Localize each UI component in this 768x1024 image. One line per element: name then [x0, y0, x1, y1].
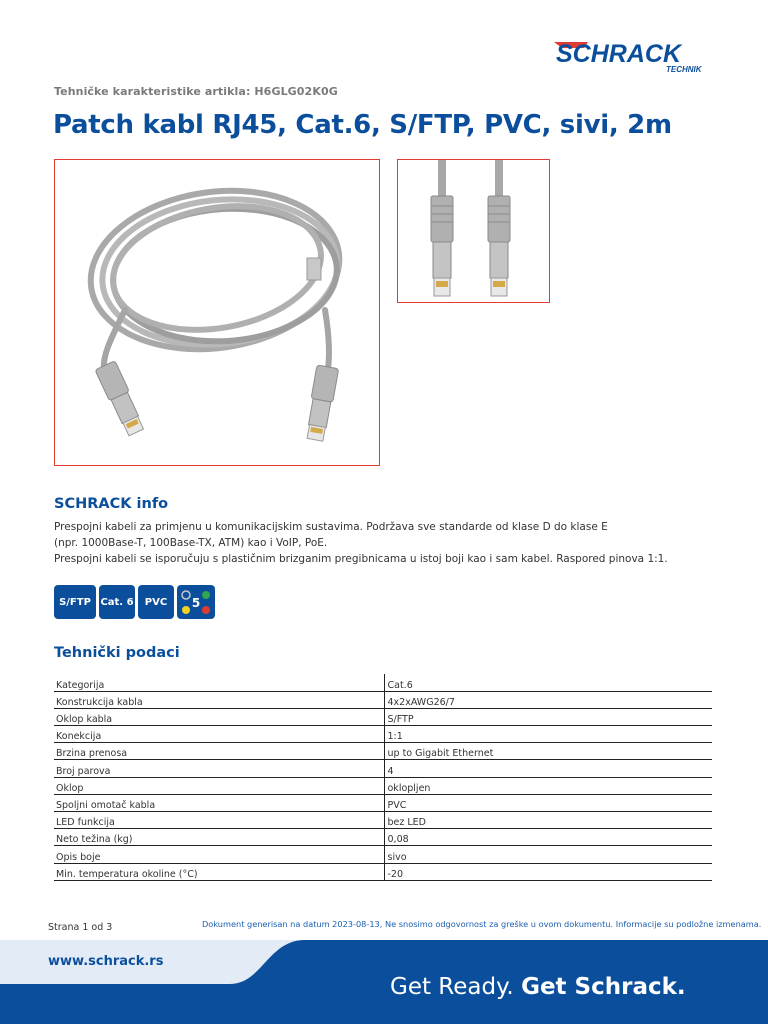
info-line: Prespojni kabeli se isporučuju s plastičnim brizganim pregibnicama u istoj boji kao i sam kabel. Raspored pinova 1:1.	[54, 553, 668, 565]
disclaimer: Dokument generisan na datum 2023-08-13, Ne snosimo odgovornost za greške u ovom dokumentu. Informacije su podložne izmenama.	[202, 919, 762, 929]
info-heading: SCHRACK info	[54, 496, 169, 512]
tagline-bold: Get Schrack.	[521, 974, 686, 1000]
logo-wordmark: SCHRACK	[556, 40, 681, 68]
tagline	[390, 974, 686, 1000]
led-badge	[177, 585, 215, 619]
spec-value: oklopljen	[384, 777, 712, 794]
spec-value: 4	[384, 760, 712, 777]
spec-value: 1:1	[384, 726, 712, 743]
table-row	[54, 743, 712, 760]
spec-value: Cat.6	[384, 674, 712, 691]
shield-badge: S/FTP	[54, 585, 96, 619]
spec-value: sivo	[384, 846, 712, 863]
spec-label: Brzina prenosa	[54, 743, 384, 760]
led-colors-icon	[177, 585, 215, 619]
article-subtitle: Tehničke karakteristike artikla: H6GLG02K0G	[54, 85, 338, 98]
table-row	[54, 726, 712, 743]
table-row	[54, 708, 712, 725]
spec-label: Neto težina (kg)	[54, 829, 384, 846]
spec-value: -20	[384, 863, 712, 880]
table-row	[54, 794, 712, 811]
page-number: Strana 1 od 3	[48, 922, 113, 933]
spec-label: Broj parova	[54, 760, 384, 777]
material-badge: PVC	[138, 585, 174, 619]
schrack-logo	[548, 38, 718, 74]
spec-label: Oklop kabla	[54, 708, 384, 725]
logo-subtext: TECHNIK	[666, 65, 702, 74]
feature-badges	[54, 585, 215, 619]
table-row	[54, 846, 712, 863]
product-image-connectors	[397, 159, 550, 303]
table-row	[54, 691, 712, 708]
table-row	[54, 829, 712, 846]
info-description	[54, 519, 744, 567]
table-row	[54, 760, 712, 777]
spec-label: LED funkcija	[54, 812, 384, 829]
spec-label: Opis boje	[54, 846, 384, 863]
spec-value: 4x2xAWG26/7	[384, 691, 712, 708]
spec-label: Konstrukcija kabla	[54, 691, 384, 708]
tech-heading: Tehnički podaci	[54, 645, 180, 661]
info-line: (npr. 1000Base-T, 100Base-TX, ATM) kao i VoIP, PoE.	[54, 537, 328, 549]
connector-pair-illustration	[398, 160, 550, 303]
tagline-regular: Get Ready.	[390, 974, 514, 1000]
spec-value: 0,08	[384, 829, 712, 846]
spec-value: bez LED	[384, 812, 712, 829]
table-row	[54, 777, 712, 794]
website-link[interactable]: www.schrack.rs	[48, 954, 164, 969]
category-badge: Cat. 6	[99, 585, 135, 619]
table-row	[54, 812, 712, 829]
table-row	[54, 863, 712, 880]
spec-value: S/FTP	[384, 708, 712, 725]
spec-value: up to Gigabit Ethernet	[384, 743, 712, 760]
table-row	[54, 674, 712, 691]
info-line: Prespojni kabeli za primjenu u komunikacijskim sustavima. Podržava sve standarde od klase D do klase E	[54, 521, 608, 533]
page-title: Patch kabl RJ45, Cat.6, S/FTP, PVC, sivi, 2m	[53, 110, 672, 140]
spec-label: Oklop	[54, 777, 384, 794]
led-count: 5	[191, 596, 201, 610]
spec-label: Spoljni omotač kabla	[54, 794, 384, 811]
product-image-main	[54, 159, 380, 466]
specs-table	[54, 674, 712, 881]
spec-label: Konekcija	[54, 726, 384, 743]
spec-label: Kategorija	[54, 674, 384, 691]
spec-value: PVC	[384, 794, 712, 811]
coiled-cable-illustration	[55, 160, 380, 466]
spec-label: Min. temperatura okoline (°C)	[54, 863, 384, 880]
